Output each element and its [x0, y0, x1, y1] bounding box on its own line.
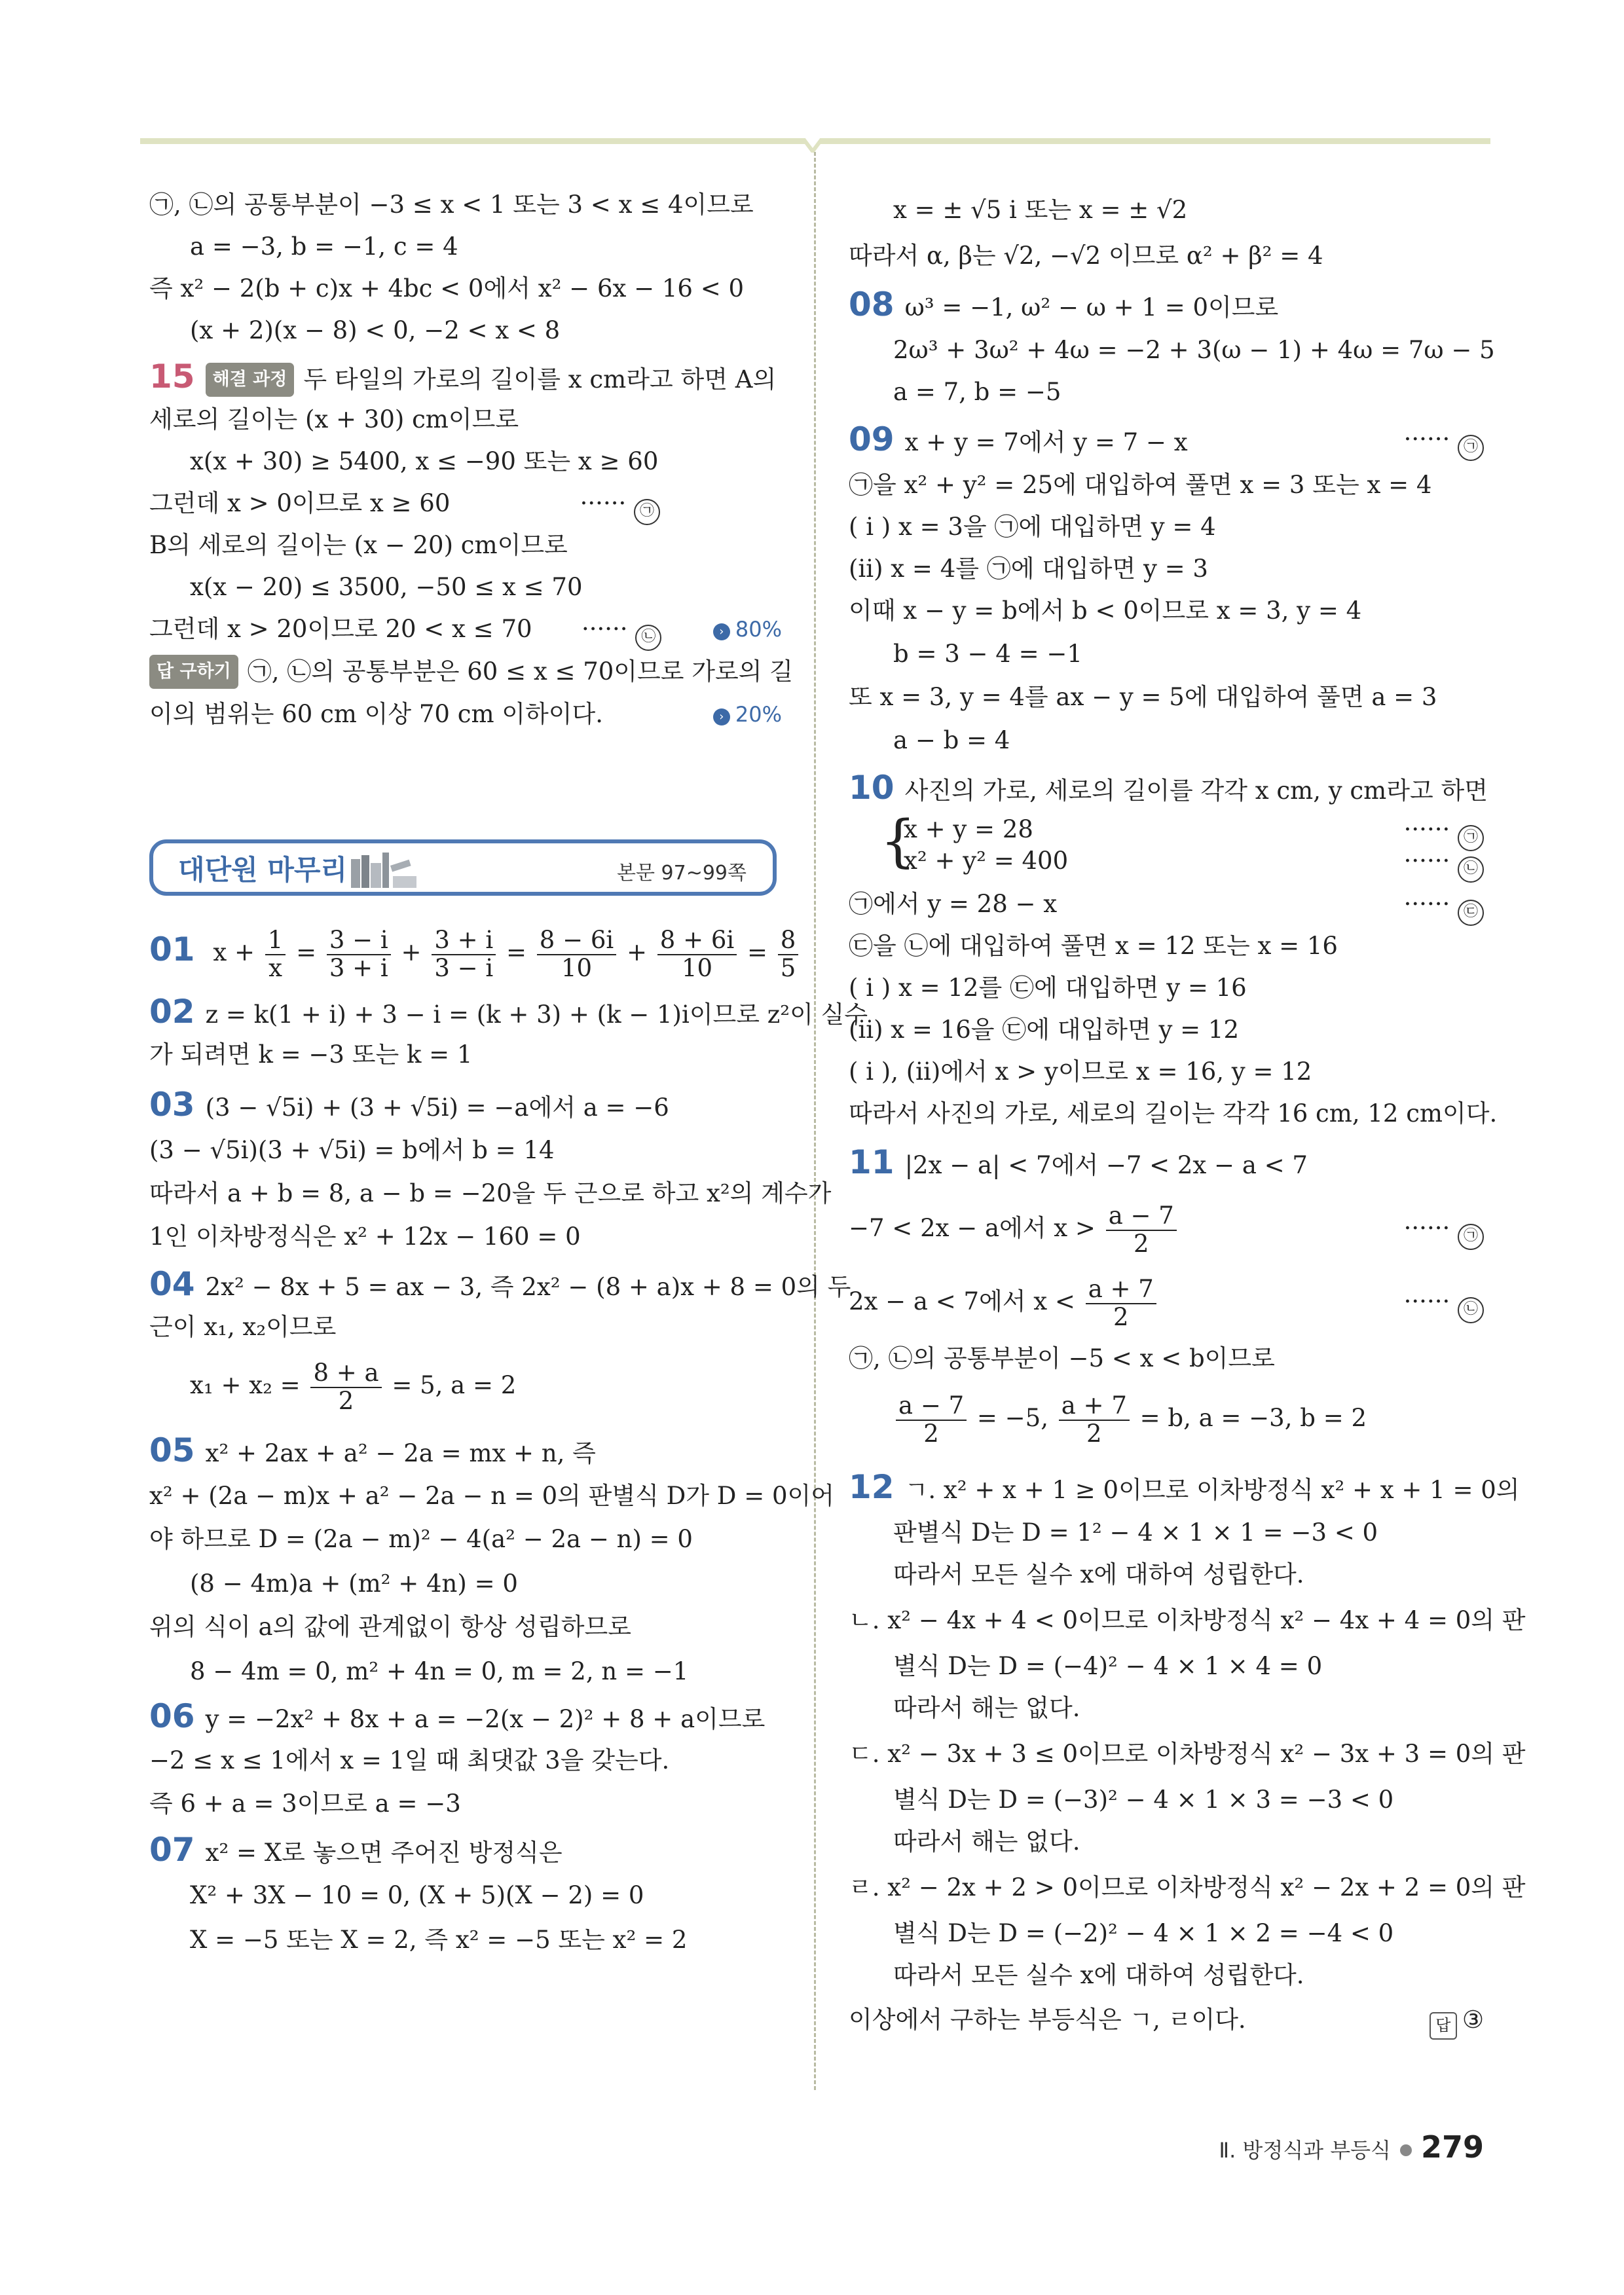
- eq-row: [149, 487, 660, 520]
- text-line: 2ω³ + 3ω² + 4ω = −2 + 3(ω − 1) + 4ω = 7ω − 5: [893, 336, 1495, 364]
- text-line: (3 − √5i)(3 + √5i) = b에서 b = 14: [149, 1136, 555, 1164]
- text-line: ㄱ. x² + x + 1 ≥ 0이므로 이차방정식 x² + x + 1 = 0의: [904, 1476, 1520, 1504]
- text-line: 따라서 a + b = 8, a − b = −20을 두 근으로 하고 x²의 계수가: [149, 1179, 832, 1207]
- text-line: 두 타일의 가로의 길이를 x cm라고 하면 A의: [303, 365, 777, 394]
- dots: ······: [1403, 1287, 1450, 1315]
- eq-row: [849, 1269, 1484, 1334]
- eq-marker: [1404, 888, 1484, 926]
- problem-04: [149, 1265, 851, 1304]
- denominator: 3 − i: [434, 953, 494, 982]
- dots: ······: [1403, 1214, 1450, 1242]
- circled-giyeok-icon: ㉠: [1458, 825, 1484, 851]
- problem-number: 05: [149, 1431, 195, 1469]
- books-icon: [347, 850, 419, 889]
- text-line: ω³ = −1, ω² − ω + 1 = 0이므로: [904, 293, 1279, 321]
- text-line: 별식 D는 D = (−3)² − 4 × 1 × 3 = −3 < 0: [893, 1786, 1394, 1814]
- text-line: ( i ) x = 3을 ㉠에 대입하면 y = 4: [849, 513, 1216, 541]
- system-of-equations: [849, 809, 1484, 879]
- fraction: [1086, 1276, 1156, 1331]
- denominator: 2: [338, 1386, 354, 1415]
- dots: ······: [1403, 890, 1450, 918]
- math-text: +: [626, 938, 647, 966]
- problem-06: [149, 1697, 766, 1736]
- text-line: |2x − a| < 7에서 −7 < 2x − a < 7: [904, 1151, 1308, 1179]
- problem-03: [149, 1088, 669, 1124]
- text-line: x(x + 30) ≥ 5400, x ≤ −90 또는 x ≥ 60: [190, 447, 659, 475]
- circled-giyeok-icon: ㉠: [1458, 1224, 1484, 1250]
- dots: ······: [1403, 425, 1450, 453]
- score-percent: [713, 613, 782, 646]
- left-brace: {: [880, 809, 916, 874]
- numerator: 3 + i: [432, 927, 496, 955]
- math-text: = −5,: [976, 1404, 1048, 1432]
- text-line: 즉 6 + a = 3이므로 a = −3: [149, 1790, 461, 1818]
- text-line: 그런데 x > 0이므로 x ≥ 60: [149, 489, 451, 517]
- percent-value: 80%: [735, 617, 782, 642]
- circled-nieun-icon: ㉡: [1458, 856, 1484, 883]
- math-text: +: [401, 938, 422, 966]
- problem-07: [149, 1833, 563, 1869]
- problem-08: [849, 285, 1279, 324]
- text-line: x² = X로 놓으면 주어진 방정식은: [205, 1839, 563, 1867]
- problem-15: [149, 360, 776, 397]
- numerator: 8 + 6i: [657, 927, 737, 955]
- numerator: a + 7: [1086, 1276, 1156, 1304]
- numerator: 8: [778, 927, 799, 955]
- fraction: [327, 927, 391, 982]
- text-line: 근이 x₁, x₂이므로: [149, 1313, 337, 1341]
- text-line: 그런데 x > 20이므로 20 < x ≤ 70: [149, 615, 532, 643]
- circled-nieun-icon: ㉡: [1458, 1297, 1484, 1323]
- banner-title: 대단원 마무리: [178, 854, 348, 886]
- text-line: ㉠, ㉡의 공통부분이 −3 ≤ x < 1 또는 3 < x ≤ 4이므로: [149, 191, 754, 219]
- bullet-dot-icon: [1400, 2144, 1412, 2156]
- equation: x + y = 28: [904, 815, 1033, 843]
- text-line: a − b = 4: [893, 726, 1010, 754]
- page-number: 279: [1420, 2129, 1484, 2165]
- text-line: ㄷ. x² − 3x + 3 ≤ 0이므로 이차방정식 x² − 3x + 3 = 0의 판: [849, 1740, 1526, 1768]
- problem-05: [149, 1431, 596, 1470]
- text-line: 이의 범위는 60 cm 이상 70 cm 이하이다.: [149, 700, 604, 728]
- text-line: ㉠, ㉡의 공통부분이 −5 < x < b이므로: [849, 1344, 1275, 1372]
- problem-10: [849, 771, 1488, 807]
- column-divider: [814, 152, 816, 2090]
- percent-value: 20%: [735, 702, 782, 727]
- text-line: 사진의 가로, 세로의 길이를 각각 x cm, y cm라고 하면: [904, 777, 1488, 805]
- eq-row: [190, 1353, 516, 1418]
- equation: x² + y² = 400: [904, 847, 1069, 875]
- problem-number: 04: [149, 1265, 195, 1303]
- text-line: 별식 D는 D = (−2)² − 4 × 1 × 2 = −4 < 0: [893, 1919, 1394, 1947]
- solution-process-tag: 해결 과정: [206, 363, 295, 397]
- math-text: =: [747, 938, 767, 966]
- denominator: 2: [1086, 1419, 1102, 1448]
- answer-box-icon: 답: [1430, 2012, 1457, 2040]
- text-line: (x + 2)(x − 8) < 0, −2 < x < 8: [190, 316, 561, 344]
- numerator: a − 7: [1106, 1203, 1177, 1231]
- text-line: 또 x = 3, y = 4를 ax − y = 5에 대입하여 풀면 a = 3: [849, 683, 1437, 711]
- fraction: [265, 927, 286, 982]
- text-line: y = −2x² + 8x + a = −2(x − 2)² + 8 + a이므로: [205, 1705, 766, 1733]
- banner-page-ref: 본문 97~99쪽: [617, 862, 747, 885]
- problem-number: 11: [849, 1143, 895, 1181]
- numerator: 8 − 6i: [537, 927, 616, 955]
- numerator: 8 + a: [310, 1360, 381, 1388]
- dots: ······: [1403, 815, 1450, 843]
- answer-row: [149, 655, 793, 689]
- circled-giyeok-icon: ㉠: [634, 499, 660, 525]
- eq-marker: [1404, 1196, 1484, 1261]
- dots: ······: [1403, 847, 1450, 875]
- denominator: 2: [1133, 1229, 1149, 1258]
- circled-digeut-icon: ㉢: [1458, 900, 1484, 926]
- text-line: (ii) x = 16을 ㉢에 대입하면 y = 12: [849, 1016, 1240, 1044]
- chapter-title: Ⅱ. 방정식과 부등식: [1219, 2138, 1391, 2163]
- eq-row: [893, 1386, 1367, 1451]
- final-answer: [1430, 2004, 1484, 2040]
- top-rule-notch: [803, 138, 822, 153]
- circled-giyeok-icon: ㉠: [1458, 435, 1484, 461]
- problem-09: [849, 420, 1484, 459]
- text-line: 따라서 해는 없다.: [893, 1694, 1080, 1722]
- problem-number: 12: [849, 1468, 895, 1506]
- text-line: 따라서 α, β는 √2, −√2 이므로 α² + β² = 4: [849, 242, 1323, 270]
- problem-number: 06: [149, 1697, 195, 1735]
- eq-row: [149, 698, 782, 731]
- text-line: x + y = 7에서 y = 7 − x: [904, 428, 1188, 456]
- answer-tag: 답 구하기: [149, 655, 238, 689]
- text-line: 따라서 모든 실수 x에 대하여 성립한다.: [893, 1560, 1304, 1588]
- fraction: [1059, 1393, 1130, 1447]
- math-text: x₁ + x₂ =: [190, 1371, 301, 1399]
- text-line: 따라서 사진의 가로, 세로의 길이는 각각 16 cm, 12 cm이다.: [849, 1099, 1498, 1128]
- eq-marker: [1404, 1269, 1484, 1334]
- problem-02: [149, 995, 868, 1031]
- denominator: 10: [561, 953, 593, 982]
- text-line: x(x − 20) ≤ 3500, −50 ≤ x ≤ 70: [190, 573, 583, 601]
- section-banner: [149, 839, 777, 896]
- math-text: x +: [213, 938, 255, 966]
- denominator: 10: [681, 953, 713, 982]
- text-line: (ii) x = 4를 ㉠에 대입하면 y = 3: [849, 555, 1208, 583]
- text-line: ( i ), (ii)에서 x > y이므로 x = 16, y = 12: [849, 1057, 1312, 1086]
- text-line: 판별식 D는 D = 1² − 4 × 1 × 1 = −3 < 0: [893, 1518, 1378, 1547]
- text-line: ㉠을 x² + y² = 25에 대입하여 풀면 x = 3 또는 x = 4: [849, 471, 1432, 499]
- text-line: ㄴ. x² − 4x + 4 < 0이므로 이차방정식 x² − 4x + 4 = 0의 판: [849, 1606, 1526, 1634]
- eq-row: [149, 613, 782, 646]
- fraction: [310, 1360, 381, 1414]
- text-line: 세로의 길이는 (x + 30) cm이므로: [149, 405, 519, 433]
- score-percent: [713, 698, 782, 731]
- math-text: = b, a = −3, b = 2: [1139, 1404, 1367, 1432]
- numerator: 3 − i: [327, 927, 391, 955]
- problem-number: 02: [149, 993, 195, 1031]
- circled-nieun-icon: ㉡: [635, 625, 661, 651]
- text-line: ㉠에서 y = 28 − x: [849, 890, 1058, 918]
- denominator: 2: [923, 1419, 939, 1448]
- eq-marker: [580, 487, 660, 525]
- math-text: = 5, a = 2: [392, 1371, 517, 1399]
- eq-row: [849, 2004, 1484, 2036]
- text-line: 별식 D는 D = (−4)² − 4 × 1 × 4 = 0: [893, 1652, 1323, 1680]
- text-line: 즉 x² − 2(b + c)x + 4bc < 0에서 x² − 6x − 16 < 0: [149, 274, 745, 303]
- text-line: (3 − √5i) + (3 + √5i) = −a에서 a = −6: [205, 1093, 669, 1122]
- numerator: a − 7: [896, 1393, 967, 1421]
- text-line: 따라서 해는 없다.: [893, 1827, 1080, 1856]
- chevron-right-circle-icon: ›: [713, 623, 730, 640]
- text-line: 이때 x − y = b에서 b < 0이므로 x = 3, y = 4: [849, 597, 1362, 625]
- text-line: 따라서 모든 실수 x에 대하여 성립한다.: [893, 1961, 1304, 1989]
- dots: ······: [581, 615, 628, 643]
- problem-number: 07: [149, 1831, 195, 1869]
- chevron-right-circle-icon: ›: [713, 708, 730, 725]
- text-line: ( i ) x = 12를 ㉢에 대입하면 y = 16: [849, 974, 1247, 1002]
- eq-row: [849, 1196, 1484, 1261]
- dots: ······: [580, 489, 627, 517]
- text-line: a = 7, b = −5: [893, 378, 1061, 406]
- text-line: z = k(1 + i) + 3 − i = (k + 3) + (k − 1)i이므로 z²이 실수: [205, 1001, 868, 1029]
- fraction: [537, 927, 616, 982]
- eq-row: [849, 888, 1484, 921]
- problem-number: 01: [149, 930, 195, 968]
- problem-number: 08: [849, 285, 895, 323]
- text-line: ㄹ. x² − 2x + 2 > 0이므로 이차방정식 x² − 2x + 2 = 0의 판: [849, 1873, 1526, 1901]
- page-footer: [1219, 2129, 1484, 2165]
- text-line: B의 세로의 길이는 (x − 20) cm이므로: [149, 531, 568, 559]
- text-line: x² + (2a − m)x + a² − 2a − n = 0의 판별식 D가 D = 0이어: [149, 1482, 835, 1510]
- math-text: =: [506, 938, 526, 966]
- problem-01: [149, 917, 801, 985]
- numerator: a + 7: [1059, 1393, 1130, 1421]
- math-text: =: [296, 938, 317, 966]
- denominator: 5: [780, 953, 796, 982]
- text-line: (8 − 4m)a + (m² + 4n) = 0: [190, 1570, 518, 1598]
- denominator: x: [268, 953, 282, 982]
- problem-12: [849, 1468, 1520, 1507]
- text-line: x² + 2ax + a² − 2a = mx + n, 즉: [205, 1439, 596, 1467]
- fraction: [896, 1393, 967, 1447]
- eq-marker: [1404, 423, 1484, 461]
- text-line: b = 3 − 4 = −1: [893, 640, 1082, 668]
- eq-marker: [1404, 845, 1484, 883]
- fraction: [1106, 1203, 1177, 1257]
- numerator: 1: [265, 927, 286, 955]
- problem-number: 15: [149, 358, 195, 395]
- denominator: 2: [1113, 1302, 1129, 1331]
- problem-number: 09: [849, 420, 895, 458]
- text-line: X² + 3X − 10 = 0, (X + 5)(X − 2) = 0: [190, 1881, 644, 1909]
- problem-number: 03: [149, 1086, 195, 1124]
- fraction: [778, 927, 799, 982]
- text-line: ㉠, ㉡의 공통부분은 60 ≤ x ≤ 70이므로 가로의 길: [247, 657, 794, 686]
- text-line: ㉢을 ㉡에 대입하여 풀면 x = 12 또는 x = 16: [849, 932, 1338, 960]
- text-line: −2 ≤ x ≤ 1에서 x = 1일 때 최댓값 3을 갖는다.: [149, 1746, 670, 1774]
- problem-11: [849, 1143, 1308, 1182]
- text-line: 야 하므로 D = (2a − m)² − 4(a² − 2a − n) = 0: [149, 1525, 693, 1553]
- problem-number: 10: [849, 769, 895, 807]
- text-line: 2x² − 8x + 5 = ax − 3, 즉 2x² − (8 + a)x + 8 = 0의 두: [205, 1273, 851, 1301]
- text-line: X = −5 또는 X = 2, 즉 x² = −5 또는 x² = 2: [190, 1926, 688, 1954]
- math-text: −7 < 2x − a에서 x >: [849, 1214, 1096, 1242]
- fraction: [432, 927, 496, 982]
- denominator: 3 + i: [329, 953, 388, 982]
- eq-marker: [581, 613, 661, 651]
- text-line: 8 − 4m = 0, m² + 4n = 0, m = 2, n = −1: [190, 1657, 689, 1685]
- text-line: 가 되려면 k = −3 또는 k = 1: [149, 1040, 473, 1069]
- fraction: [657, 927, 737, 982]
- answer-choice: ③: [1462, 2006, 1484, 2034]
- text-line: 위의 식이 a의 값에 관계없이 항상 성립하므로: [149, 1613, 631, 1641]
- math-text: 2x − a < 7에서 x <: [849, 1287, 1075, 1315]
- text-line: 1인 이차방정식은 x² + 12x − 160 = 0: [149, 1222, 581, 1251]
- text-line: 이상에서 구하는 부등식은 ㄱ, ㄹ이다.: [849, 2006, 1246, 2034]
- text-line: x = ± √5 i 또는 x = ± √2: [893, 196, 1188, 224]
- text-line: a = −3, b = −1, c = 4: [190, 232, 458, 261]
